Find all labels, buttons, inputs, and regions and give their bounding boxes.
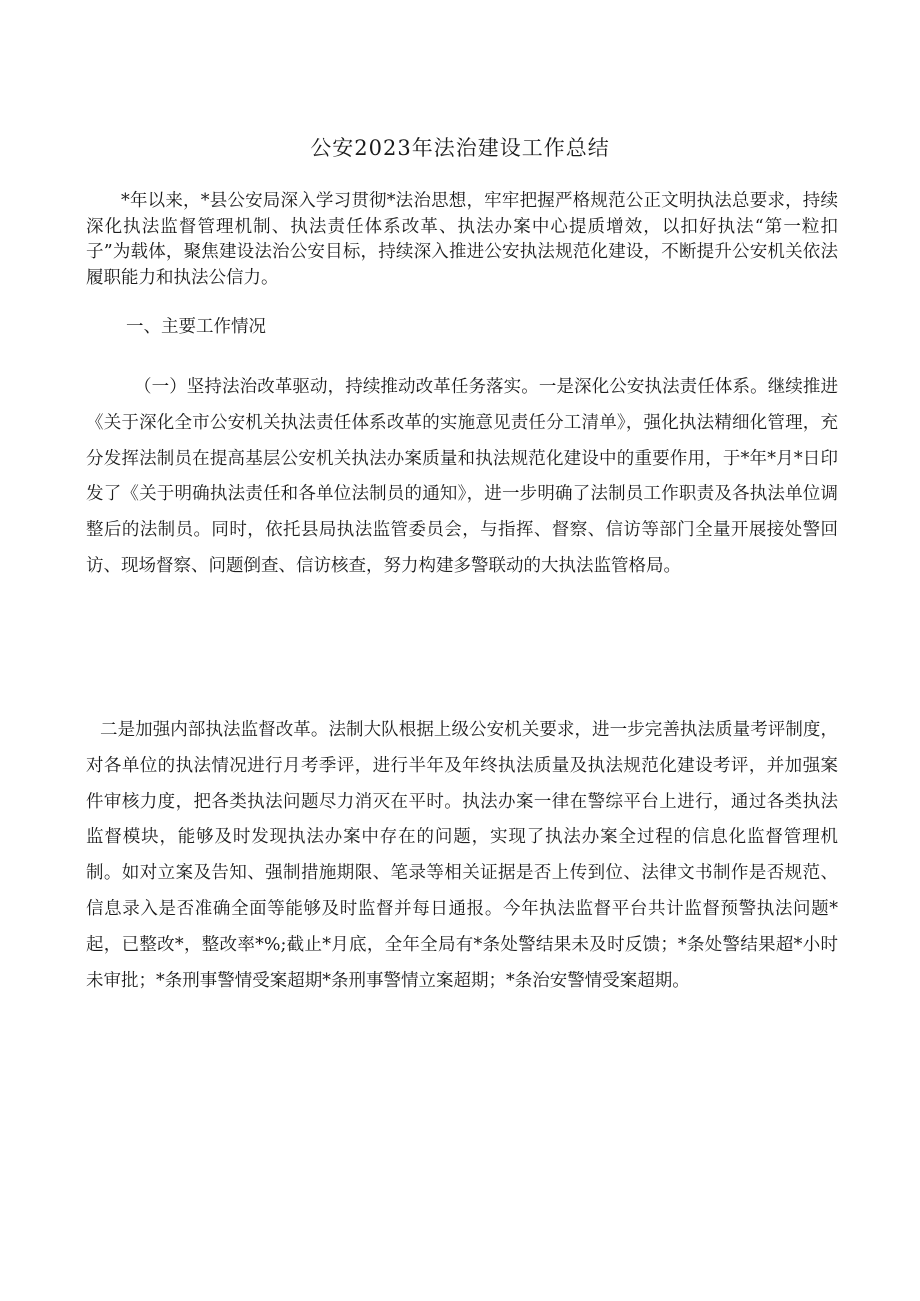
section-heading: 一、主要工作情况	[126, 317, 266, 337]
paragraph-1: （一）坚持法治改革驱动，持续推动改革任务落实。一是深化公安执法责任体系。继续推进《关于深化全市公安机关执法责任体系改革的实施意见责任分工清单》，强化执法精细化管理，充分发挥法制员在提高基层公安机关执法办案质量和执法规范化建设中的重要作用，于*年*月*日印发了《关于明确执法责任和各单位法制员的通知》，进一步明确了法制员工作职责及各执法单位调整后的法制员。同时，依托县局执法监管委员会，与指挥、督察、信访等部门全量开展接处警回访、现场督察、问题倒查、信访核查，努力构建多警联动的大执法监管格局。	[86, 377, 838, 576]
document-title: 公安2023年法治建设工作总结	[310, 136, 610, 160]
paragraph-2: 二是加强内部执法监督改革。法制大队根据上级公安机关要求，进一步完善执法质量考评制度，对各单位的执法情况进行月考季评，进行半年及年终执法质量及执法规范化建设考评，并加强案件审核力度，把各类执法问题尽力消灭在平时。执法办案一律在警综平台上进行，通过各类执法监督模块，能够及时发现执法办案中存在的问题，实现了执法办案全过程的信息化监督管理机制。如对立案及告知、强制措施期限、笔录等相关证据是否上传到位、法律文书制作是否规范、信息录入是否准确全面等能够及时监督并每日通报。今年执法监督平台共计监督预警执法问题*起，已整改*，整改率*%;截止*月底，全年全局有*条处警结果未及时反馈；*条处警结果超*小时未审批；*条刑事警情受案超期*条刑事警情立案超期；*条治安警情受案超期。	[86, 720, 838, 991]
intro-paragraph: *年以来，*县公安局深入学习贯彻*法治思想，牢牢把握严格规范公正文明执法总要求，持续深化执法监督管理机制、执法责任体系改革、执法办案中心提质增效，以扣好执法“第一粒扣子”为载体，聚焦建设法治公安目标，持续深入推进公安执法规范化建设，不断提升公安机关依法履职能力和执法公信力。	[86, 191, 838, 288]
